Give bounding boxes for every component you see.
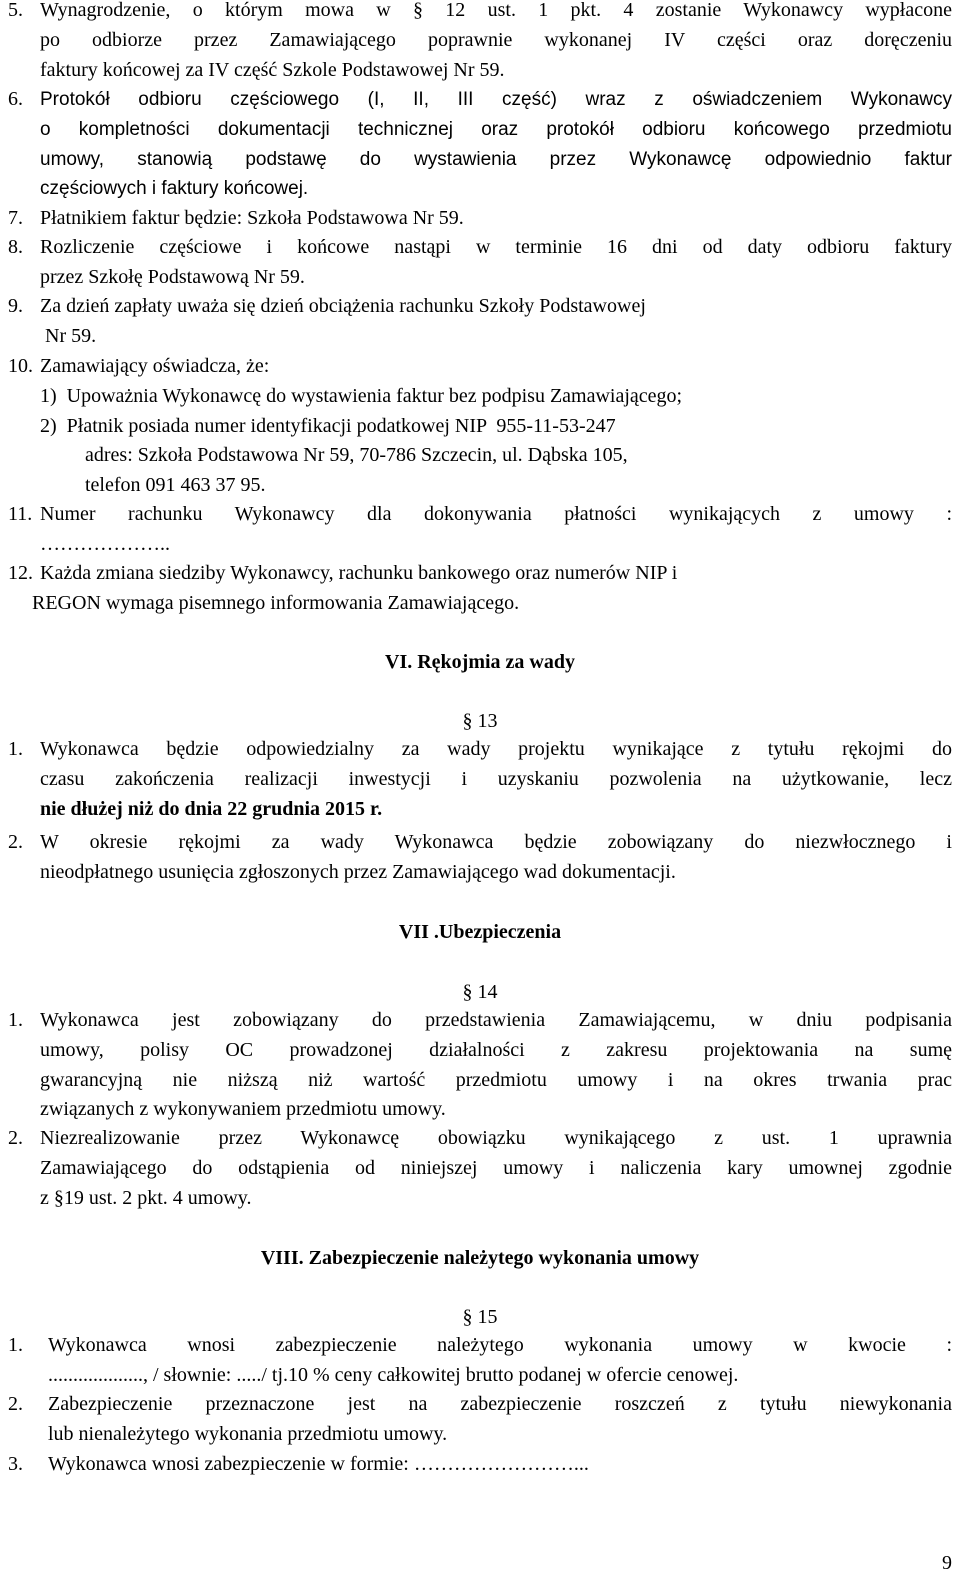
- item-line: Wykonawca będzie odpowiedzialny za wady projektu wynikające z tytułu rękojmi do: [40, 738, 952, 760]
- list-item-5: [8, 0, 952, 85]
- item-number: 6.: [8, 88, 23, 110]
- section7-item-1: [8, 1006, 952, 1125]
- item-number: 1.: [8, 738, 23, 760]
- section8-item-3: [8, 1450, 952, 1480]
- item-line: umowy, polisy OC prowadzonej działalności z zakresu projektowania na sumę: [40, 1038, 952, 1061]
- section7-item-2: [8, 1124, 952, 1213]
- deadline-text: nie dłużej niż do dnia 22 grudnia 2015 r.: [40, 797, 383, 820]
- item-number: 2.: [8, 1127, 23, 1149]
- item-line: częściowych i faktury końcowej.: [40, 178, 309, 200]
- page-number: 9: [942, 1552, 952, 1574]
- item-line: Wykonawca jest zobowiązany do przedstawienia Zamawiającemu, w dniu podpisania: [40, 1009, 952, 1031]
- item-line: Numer rachunku Wykonawcy dla dokonywania płatności wynikających z umowy :: [40, 503, 952, 525]
- section6-item-2: [8, 828, 952, 888]
- sub-item-address: adres: Szkoła Podstawowa Nr 59, 70-786 Szczecin, ul. Dąbska 105,: [85, 444, 628, 467]
- item-line: czasu zakończenia realizacji inwestycji i uzyskaniu pozwolenia na użytkowanie, lecz: [40, 767, 952, 790]
- item-line: Niezrealizowanie przez Wykonawcę obowiązku wynikającego z ust. 1 uprawnia: [40, 1127, 952, 1149]
- section6-item-1: [8, 735, 952, 824]
- item-line: z §19 ust. 2 pkt. 4 umowy.: [40, 1186, 252, 1209]
- sub-item-2: 2) Płatnik posiada numer identyfikacji podatkowej NIP 955-11-53-247: [40, 414, 616, 437]
- item-line: Wykonawca wnosi zabezpieczenie należytego wykonania umowy w kwocie :: [48, 1334, 952, 1356]
- section-heading-viii: VIII. Zabezpieczenie należytego wykonania umowy: [260, 1247, 700, 1269]
- item-number: 9.: [8, 295, 23, 317]
- item-line: faktury końcowej za IV część Szkole Podstawowej Nr 59.: [40, 58, 505, 81]
- section8-item-1: [8, 1331, 952, 1391]
- item-line: nieodpłatnego usunięcia zgłoszonych przez Zamawiającego wad dokumentacji.: [40, 860, 676, 883]
- item-line: przez Szkołę Podstawową Nr 59.: [40, 265, 305, 288]
- item-number: 5.: [8, 0, 23, 21]
- item-line: Nr 59.: [40, 324, 97, 347]
- item-line: Każda zmiana siedziby Wykonawcy, rachunku bankowego oraz numerów NIP i: [40, 562, 678, 584]
- item-line: Płatnikiem faktur będzie: Szkoła Podstawowa Nr 59.: [40, 207, 464, 229]
- item-number: 11.: [8, 503, 33, 525]
- item-line: Protokół odbioru częściowego (I, II, III część) wraz z oświadczeniem Wykonawcy: [40, 89, 952, 110]
- item-line: Rozliczenie częściowe i końcowe nastąpi w terminie 16 dni od daty odbioru faktury: [40, 236, 952, 258]
- item-line: Wykonawca wnosi zabezpieczenie w formie: ……………………...: [48, 1453, 589, 1475]
- item-number: 1.: [8, 1334, 23, 1356]
- item-line: po odbiorze przez Zamawiającego poprawnie wykonanej IV części oraz doręczeniu: [40, 28, 952, 51]
- item-line: umowy, stanowią podstawę do wystawienia przez Wykonawcę odpowiednio faktur: [40, 148, 952, 170]
- item-line: REGON wymaga pisemnego informowania Zamawiającego.: [32, 591, 520, 614]
- section-heading-vi: VI. Rękojmia za wady: [385, 651, 575, 673]
- item-line: związanych z wykonywaniem przedmiotu umowy.: [40, 1098, 446, 1121]
- sub-item-1: 1) Upoważnia Wykonawcę do wystawienia faktur bez podpisu Zamawiającego;: [40, 384, 683, 407]
- item-number: 1.: [8, 1009, 23, 1031]
- item-number: 12.: [8, 562, 33, 584]
- item-line: Zamawiającego do odstąpienia od niniejszej umowy i naliczenia kary umownej zgodnie: [40, 1156, 952, 1179]
- item-line: ..................., / słownie: ...../ tj.10 % ceny całkowitej brutto podanej w ofercie cenowej.: [48, 1363, 739, 1386]
- item-line: Zabezpieczenie przeznaczone jest na zabezpieczenie roszczeń z tytułu niewykonania: [48, 1393, 952, 1415]
- list-item-7: [8, 204, 952, 234]
- list-item-8: [8, 233, 952, 293]
- paragraph-mark-14: § 14: [462, 981, 498, 1003]
- list-item-9: [8, 292, 952, 352]
- paragraph-mark-15: § 15: [462, 1306, 498, 1328]
- item-line: o kompletności dokumentacji technicznej oraz protokół odbioru końcowego przedmiotu: [40, 118, 952, 140]
- section8-item-2: [8, 1390, 952, 1450]
- section-heading-vii: VII .Ubezpieczenia: [398, 921, 562, 943]
- list-item-12: [8, 559, 952, 619]
- item-line: gwarancyjną nie niższą niż wartość przedmiotu umowy i na okres trwania prac: [40, 1068, 952, 1091]
- item-line: ………………..: [40, 532, 170, 555]
- item-line: lub nienależytego wykonania przedmiotu umowy.: [48, 1422, 448, 1445]
- paragraph-mark-13: § 13: [462, 710, 498, 732]
- item-number: 2.: [8, 831, 23, 853]
- item-number: 7.: [8, 207, 23, 229]
- item-number: 2.: [8, 1393, 23, 1415]
- item-line: Zamawiający oświadcza, że:: [40, 355, 270, 377]
- item-line: Wynagrodzenie, o którym mowa w § 12 ust. 1 pkt. 4 zostanie Wykonawcy wypłacone: [40, 0, 952, 21]
- list-item-6: [8, 85, 952, 204]
- item-line: W okresie rękojmi za wady Wykonawca będzie zobowiązany do niezwłocznego i: [40, 831, 952, 853]
- item-number: 10.: [8, 355, 33, 377]
- item-number: 8.: [8, 236, 23, 258]
- item-line: Za dzień zapłaty uważa się dzień obciążenia rachunku Szkoły Podstawowej: [40, 295, 646, 317]
- list-item-10: [8, 352, 952, 501]
- item-number: 3.: [8, 1453, 23, 1475]
- list-item-11: [8, 500, 952, 560]
- sub-item-phone: telefon 091 463 37 95.: [85, 474, 266, 497]
